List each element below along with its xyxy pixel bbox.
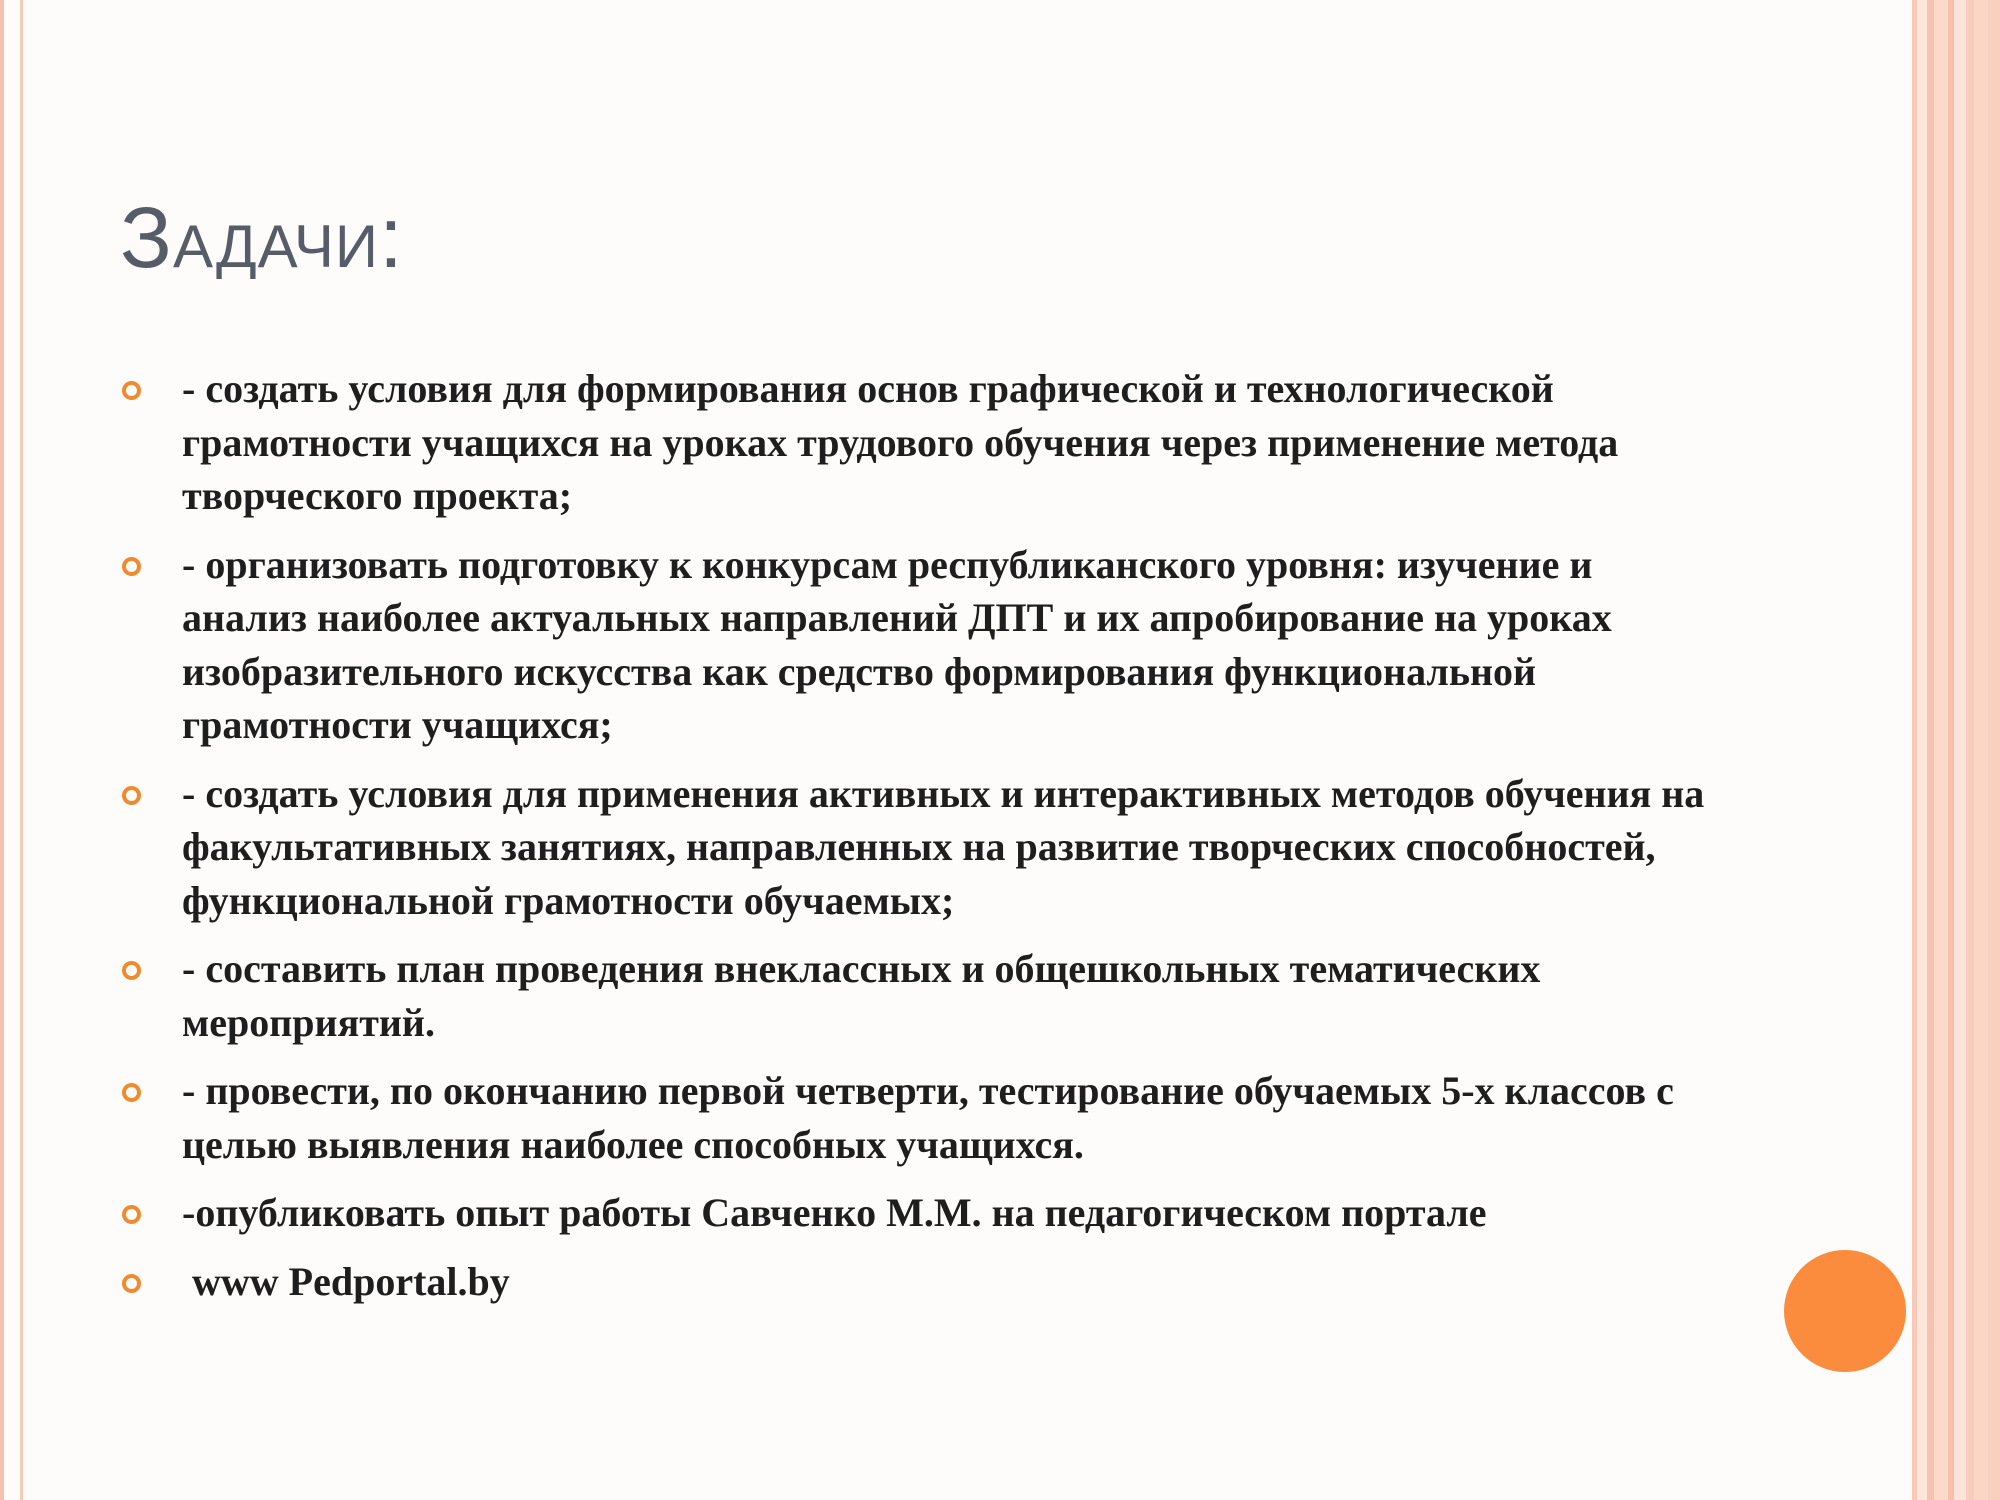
orange-circle-decoration <box>1784 1250 1906 1372</box>
task-item <box>120 767 1720 928</box>
task-item <box>120 1186 1720 1240</box>
task-list <box>120 362 1720 1323</box>
task-text: - провести, по окончанию первой четверти, тестирование обучаемых 5-х классов с целью выявления наиболее способных учащихся. <box>182 1068 1674 1167</box>
task-text: - составить план проведения внеклассных и общешкольных тематических мероприятий. <box>182 946 1541 1045</box>
task-item <box>120 1255 1720 1309</box>
task-item <box>120 362 1720 523</box>
frame-right-bands <box>1912 0 2000 1500</box>
ring-bullet-icon <box>122 1274 141 1293</box>
task-text: -опубликовать опыт работы Савченко М.М. на педагогическом портале <box>182 1190 1487 1235</box>
task-item <box>120 1064 1720 1171</box>
frame-left-inner-line <box>20 0 23 1500</box>
ring-bullet-icon <box>122 381 141 400</box>
ring-bullet-icon <box>122 557 141 576</box>
task-text: - создать условия для формирования основ графической и технологической грамотности учащихся на уроках трудового обучения через применение метода творческого проекта; <box>182 366 1619 518</box>
task-text: - организовать подготовку к конкурсам республиканского уровня: изучение и анализ наиболее актуальных направлений ДПТ и их апробирование на уроках изобразительного искусства как средство формирования функциональной грамотности учащихся; <box>182 541 1612 747</box>
slide-title: Задачи: <box>120 190 404 286</box>
task-item <box>120 942 1720 1049</box>
task-text: - создать условия для применения активных и интерактивных методов обучения на факультативных занятиях, направленных на развитие творческих способностей, функциональной грамотности обучаемых; <box>182 770 1705 923</box>
ring-bullet-icon <box>122 786 141 805</box>
frame-left-outer-line <box>0 0 4 1500</box>
ring-bullet-icon <box>122 1205 141 1224</box>
ring-bullet-icon <box>122 961 141 980</box>
ring-bullet-icon <box>122 1083 141 1102</box>
task-text-link: www Pedportal.by <box>182 1258 510 1304</box>
task-item <box>120 538 1720 752</box>
